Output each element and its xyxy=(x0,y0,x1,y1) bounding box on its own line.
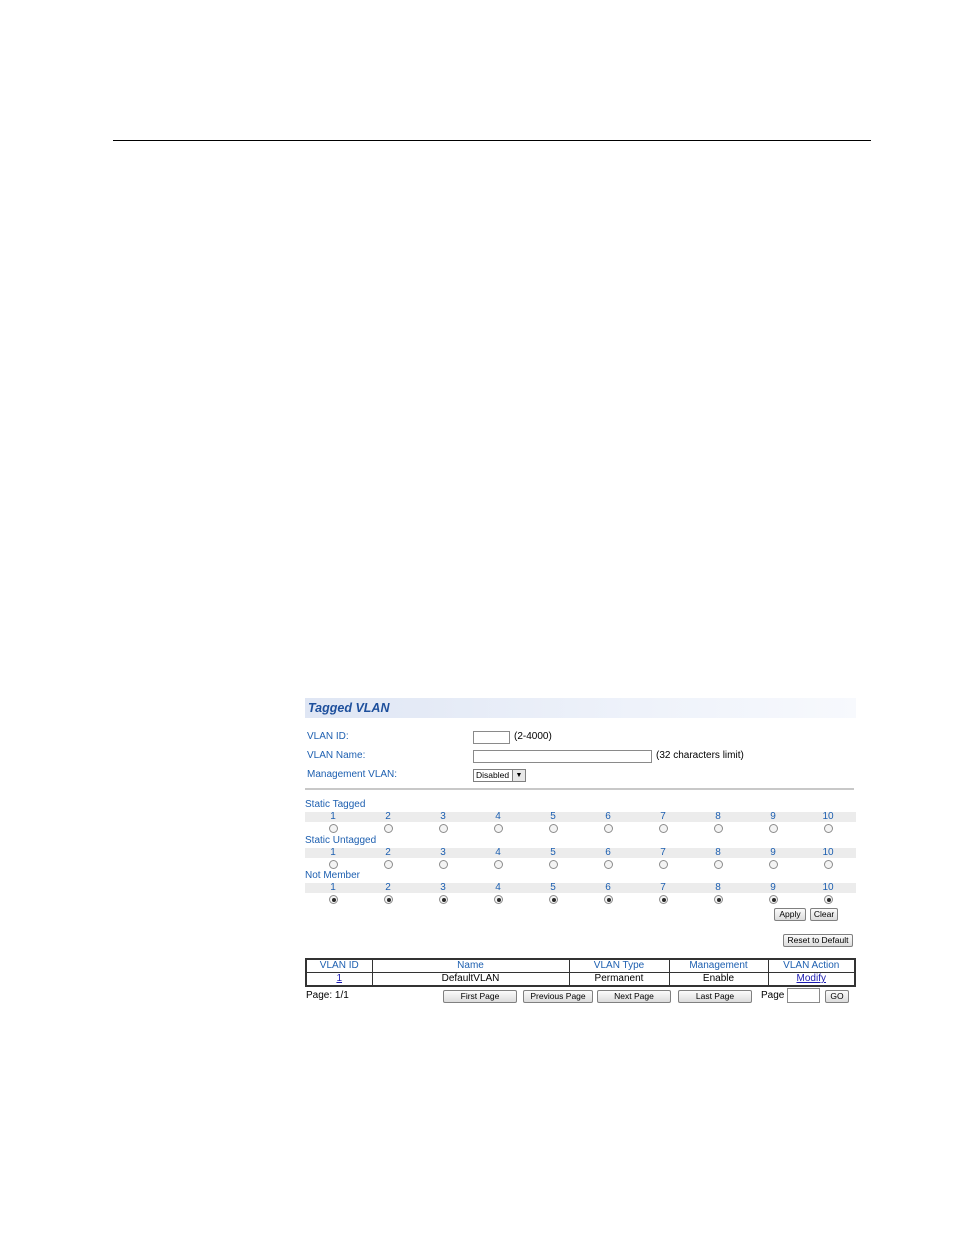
port-radio[interactable] xyxy=(329,895,338,904)
next-page-button[interactable]: Next Page xyxy=(597,990,671,1003)
port-radio[interactable] xyxy=(769,824,778,833)
management-vlan-label: Management VLAN: xyxy=(307,769,398,780)
port-radio[interactable] xyxy=(604,895,613,904)
port-radio[interactable] xyxy=(714,824,723,833)
port-radio[interactable] xyxy=(549,895,558,904)
management-vlan-select[interactable] xyxy=(473,769,526,782)
port-radio[interactable] xyxy=(659,824,668,833)
port-number: 9 xyxy=(770,882,776,893)
port-number: 7 xyxy=(660,811,666,822)
port-radio[interactable] xyxy=(769,860,778,869)
port-number: 10 xyxy=(822,882,834,893)
port-radio[interactable] xyxy=(659,895,668,904)
port-number: 7 xyxy=(660,882,666,893)
port-radio[interactable] xyxy=(824,860,833,869)
port-number: 3 xyxy=(440,847,446,858)
port-number: 4 xyxy=(495,811,501,822)
port-number: 7 xyxy=(660,847,666,858)
port-radio[interactable] xyxy=(439,895,448,904)
last-page-button[interactable]: Last Page xyxy=(678,990,752,1003)
port-radio[interactable] xyxy=(439,824,448,833)
port-radio[interactable] xyxy=(329,860,338,869)
port-radio[interactable] xyxy=(714,860,723,869)
port-radio[interactable] xyxy=(714,895,723,904)
port-number: 5 xyxy=(550,882,556,893)
port-number: 6 xyxy=(605,811,611,822)
vlan-name-label: VLAN Name: xyxy=(307,750,366,761)
port-number: 5 xyxy=(550,811,556,822)
apply-button[interactable]: Apply xyxy=(774,908,806,921)
section-title: Static Untagged xyxy=(305,835,377,846)
vlan-id-link[interactable]: 1 xyxy=(336,973,343,984)
port-radio[interactable] xyxy=(384,860,393,869)
chevron-down-icon[interactable]: ▼ xyxy=(512,770,525,781)
port-number: 10 xyxy=(822,811,834,822)
port-number: 3 xyxy=(440,882,446,893)
section-title: Not Member xyxy=(305,870,361,881)
row-name-cell: DefaultVLAN xyxy=(372,973,569,987)
reset-to-default-button[interactable]: Reset to Default xyxy=(783,934,853,947)
panel-title: Tagged VLAN xyxy=(308,701,390,715)
row-action-cell xyxy=(768,973,855,987)
col-vlan-action: VLAN Action xyxy=(768,959,855,973)
port-radio[interactable] xyxy=(494,860,503,869)
col-vlan-type: VLAN Type xyxy=(569,959,669,973)
port-number: 10 xyxy=(822,847,834,858)
table-header-row xyxy=(306,959,855,973)
port-radio[interactable] xyxy=(329,824,338,833)
page-info: Page: 1/1 xyxy=(306,990,349,1001)
port-radio[interactable] xyxy=(439,860,448,869)
port-number: 9 xyxy=(770,811,776,822)
vlan-name-hint: (32 characters limit) xyxy=(656,750,744,761)
port-number: 5 xyxy=(550,847,556,858)
port-number: 3 xyxy=(440,811,446,822)
port-number: 6 xyxy=(605,882,611,893)
port-number: 1 xyxy=(330,882,336,893)
port-number: 8 xyxy=(715,811,721,822)
management-vlan-value: Disabled xyxy=(476,770,510,780)
port-number: 1 xyxy=(330,847,336,858)
vlan-id-label: VLAN ID: xyxy=(307,731,349,742)
port-radio[interactable] xyxy=(549,824,558,833)
port-number: 9 xyxy=(770,847,776,858)
section-divider xyxy=(305,788,854,790)
header-rule xyxy=(113,140,871,141)
table-row xyxy=(306,973,855,987)
port-number: 2 xyxy=(385,882,391,893)
port-radio[interactable] xyxy=(604,860,613,869)
port-radio[interactable] xyxy=(384,895,393,904)
port-radio[interactable] xyxy=(824,824,833,833)
port-radio[interactable] xyxy=(604,824,613,833)
port-number: 2 xyxy=(385,847,391,858)
row-type-cell: Permanent xyxy=(569,973,669,987)
clear-button[interactable]: Clear xyxy=(810,908,838,921)
port-radio[interactable] xyxy=(494,824,503,833)
port-number: 1 xyxy=(330,811,336,822)
go-button[interactable]: GO xyxy=(825,990,849,1003)
port-number: 4 xyxy=(495,882,501,893)
page-label: Page xyxy=(761,990,785,1001)
port-radio[interactable] xyxy=(384,824,393,833)
vlan-id-input[interactable] xyxy=(473,731,510,744)
modify-link[interactable]: Modify xyxy=(796,973,826,984)
row-vlan-id-cell xyxy=(306,973,372,987)
first-page-button[interactable]: First Page xyxy=(443,990,517,1003)
port-number: 4 xyxy=(495,847,501,858)
port-number: 6 xyxy=(605,847,611,858)
port-number: 8 xyxy=(715,847,721,858)
port-radio[interactable] xyxy=(494,895,503,904)
port-radio[interactable] xyxy=(659,860,668,869)
col-management: Management xyxy=(669,959,768,973)
port-radio[interactable] xyxy=(769,895,778,904)
row-management-cell: Enable xyxy=(669,973,768,987)
panel-title-bar xyxy=(305,698,856,718)
port-number: 2 xyxy=(385,811,391,822)
port-number: 8 xyxy=(715,882,721,893)
vlan-table xyxy=(305,958,856,987)
vlan-id-hint: (2-4000) xyxy=(514,731,552,742)
port-radio[interactable] xyxy=(549,860,558,869)
previous-page-button[interactable]: Previous Page xyxy=(523,990,593,1003)
tagged-vlan-panel xyxy=(305,698,856,1010)
vlan-name-input[interactable] xyxy=(473,750,652,763)
port-radio[interactable] xyxy=(824,895,833,904)
col-name: Name xyxy=(372,959,569,973)
page-number-input[interactable] xyxy=(787,988,820,1003)
section-title: Static Tagged xyxy=(305,799,366,810)
col-vlan-id: VLAN ID xyxy=(306,959,372,973)
